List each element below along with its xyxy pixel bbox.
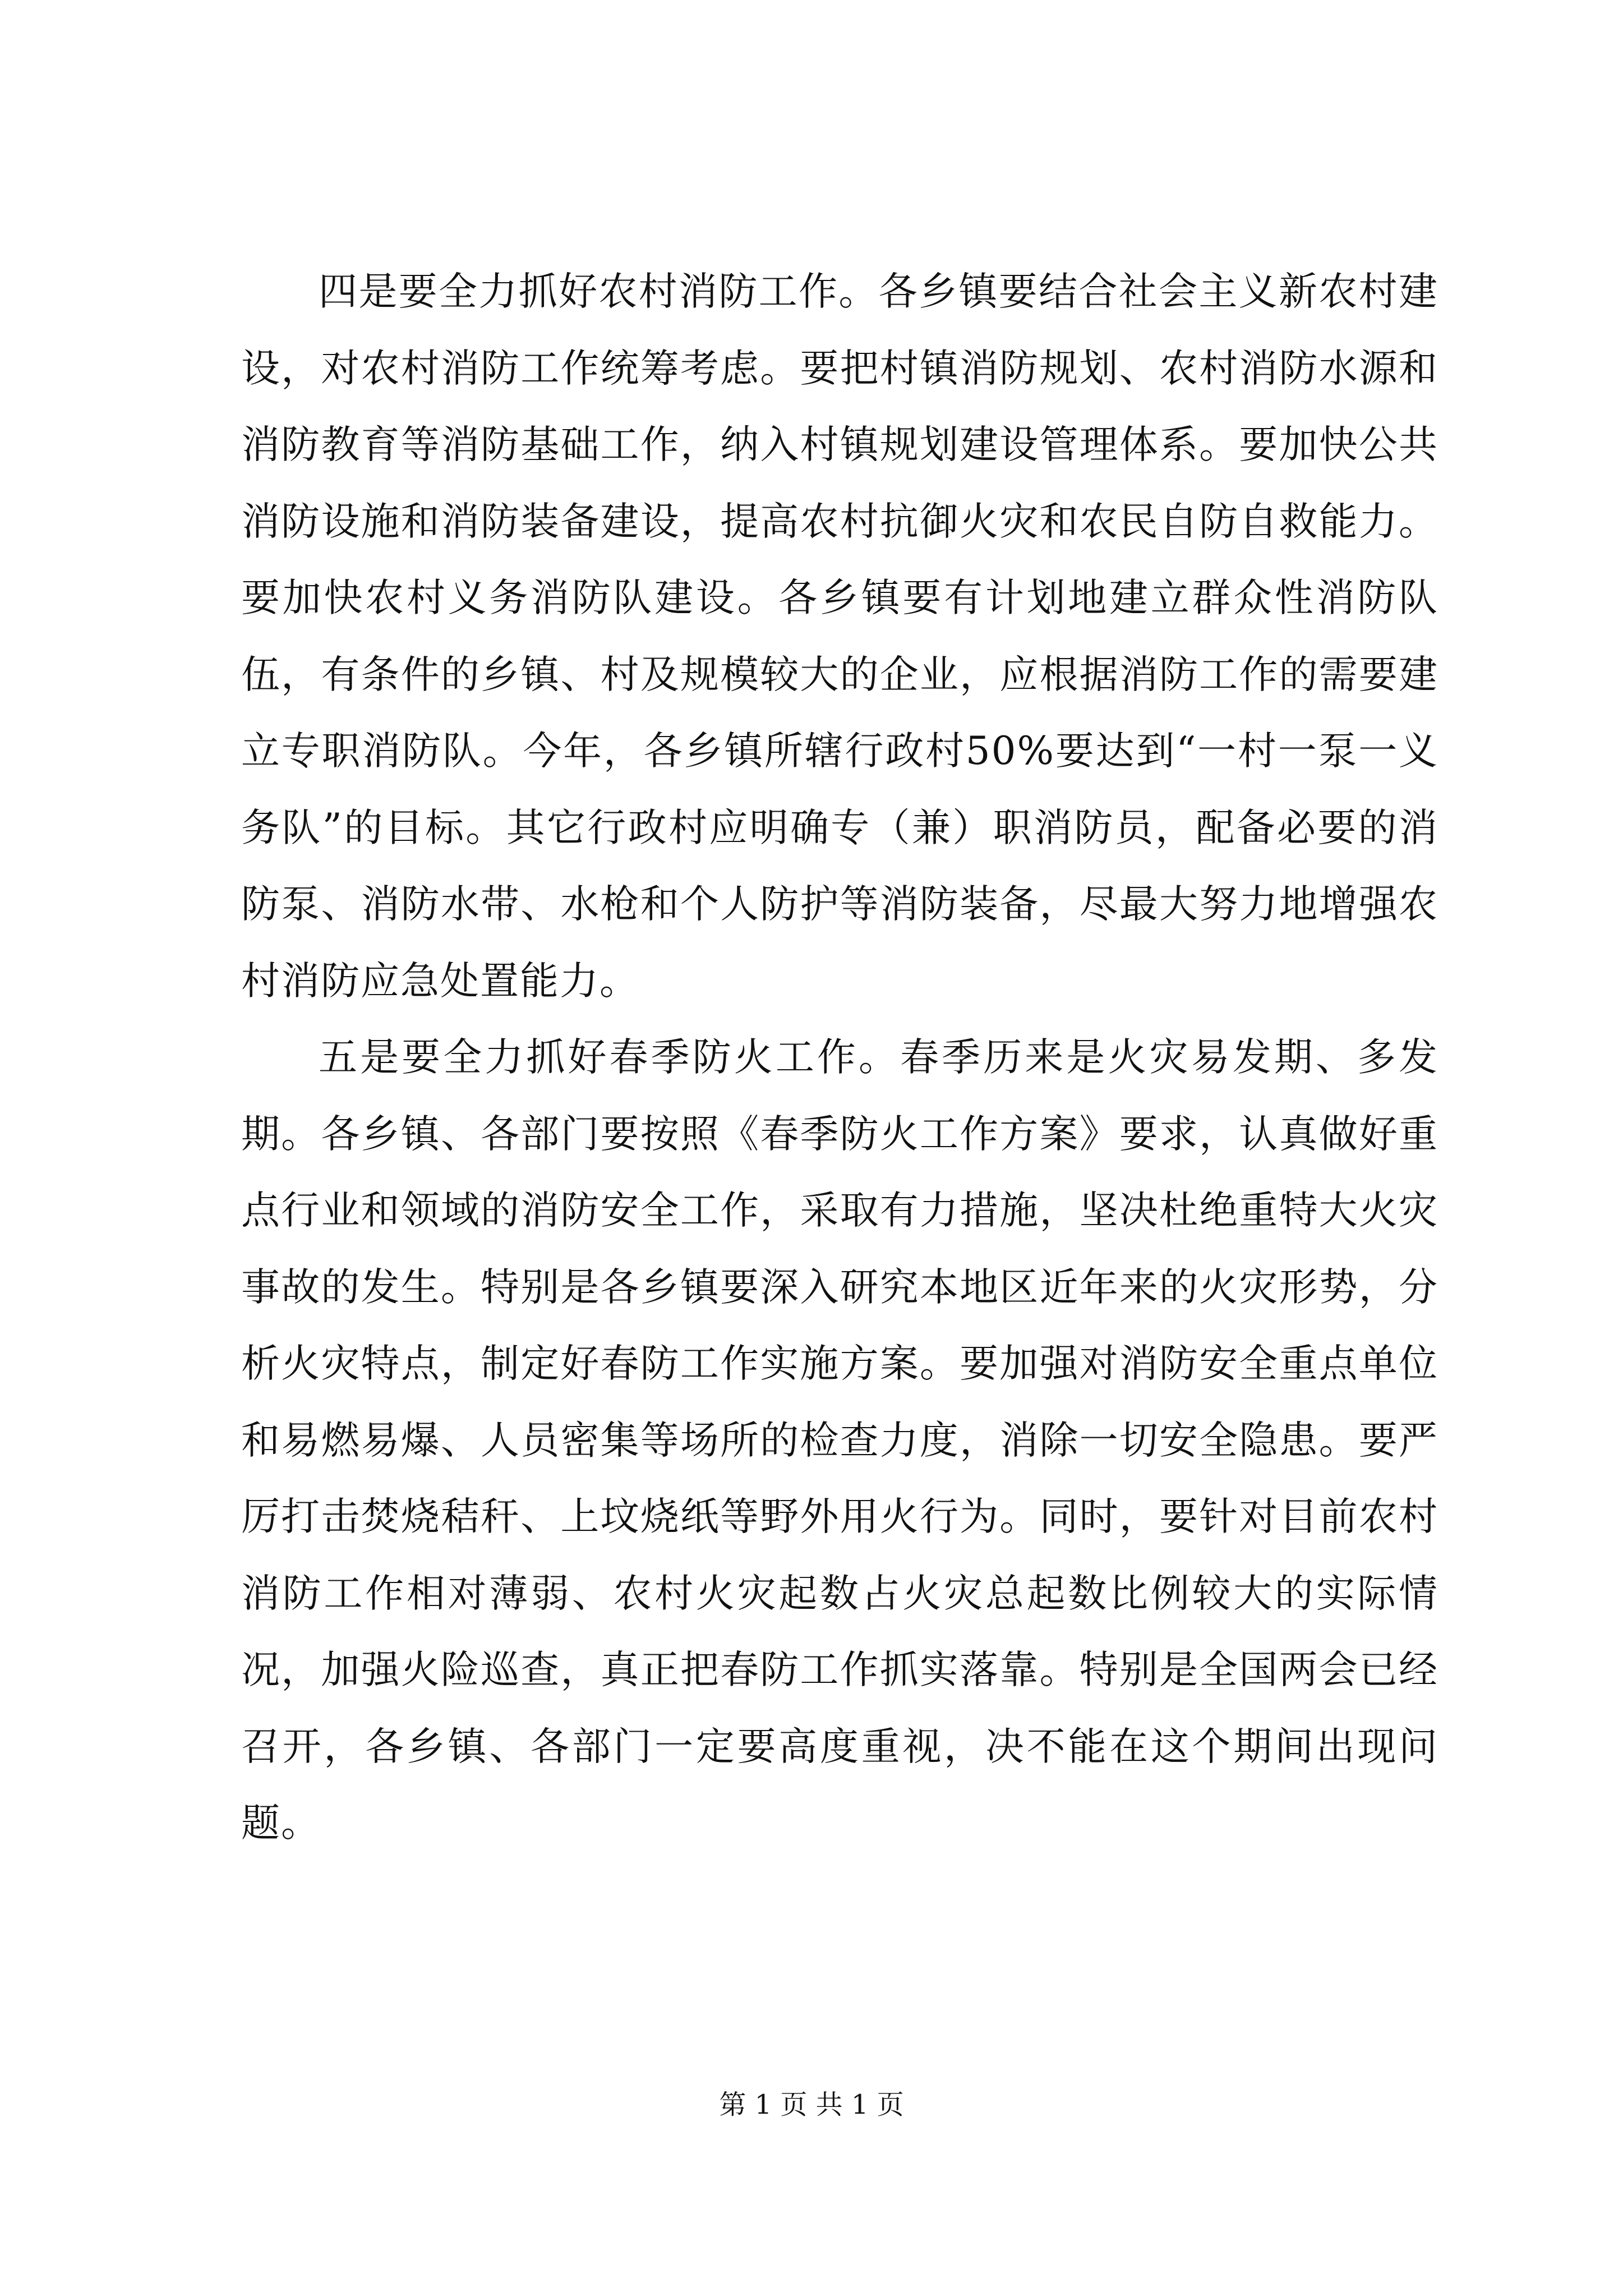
document-body: [241, 254, 1438, 1862]
paragraph-spring-fire-prevention: 五是要全力抓好春季防火工作。春季历来是火灾易发期、多发期。各乡镇、各部门要按照《春季防火工作方案》要求，认真做好重点行业和领域的消防安全工作，采取有力措施，坚决杜绝重特大火灾事故的发生。特别是各乡镇要深入研究本地区近年来的火灾形势，分析火灾特点，制定好春防工作实施方案。要加强对消防安全重点单位和易燃易爆、人员密集等场所的检查力度，消除一切安全隐患。要严厉打击焚烧秸秆、上坟烧纸等野外用火行为。同时，要针对目前农村消防工作相对薄弱、农村火灾起数占火灾总起数比例较大的实际情况，加强火险巡查，真正把春防工作抓实落靠。特别是全国两会已经召开，各乡镇、各部门一定要高度重视，决不能在这个期间出现问题。: [241, 1035, 1438, 1846]
page-footer: 第 1 页 共 1 页: [719, 2089, 904, 2120]
paragraph-rural-fire-work: 四是要全力抓好农村消防工作。各乡镇要结合社会主义新农村建设，对农村消防工作统筹考虑。要把村镇消防规划、农村消防水源和消防教育等消防基础工作，纳入村镇规划建设管理体系。要加快公共消防设施和消防装备建设，提高农村抗御火灾和农民自防自救能力。要加快农村义务消防队建设。各乡镇要有计划地建立群众性消防队伍，有条件的乡镇、村及规模较大的企业，应根据消防工作的需要建立专职消防队。今年，各乡镇所辖行政村50%要达到“一村一泵一义务队”的目标。其它行政村应明确专（兼）职消防员，配备必要的消防泵、消防水带、水枪和个人防护等消防装备，尽最大努力地增强农村消防应急处置能力。: [241, 269, 1438, 1004]
